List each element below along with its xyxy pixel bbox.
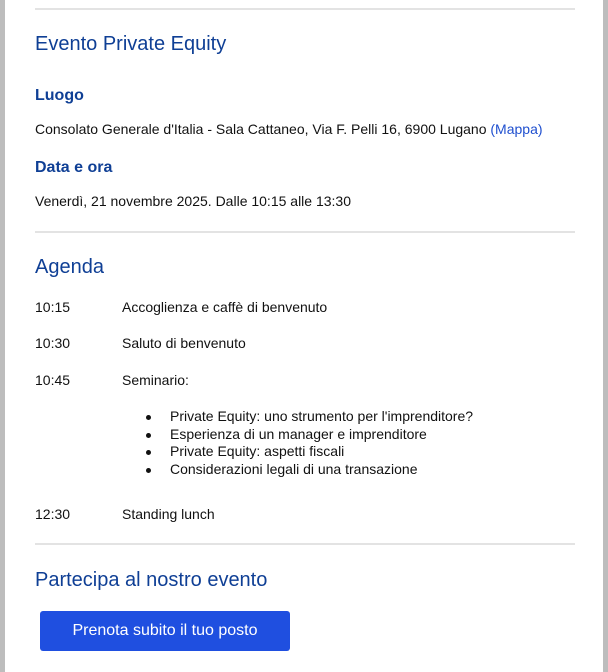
seminar-topic: Private Equity: aspetti fiscali — [122, 443, 473, 461]
participate-title: Partecipa al nostro evento — [35, 569, 268, 591]
agenda-activity: Saluto di benvenuto — [122, 335, 246, 351]
agenda-title: Agenda — [35, 256, 104, 278]
agenda-time: 10:45 — [35, 372, 71, 388]
agenda-activity: Accoglienza e caffè di benvenuto — [122, 299, 328, 315]
map-link[interactable]: (Mappa) — [490, 121, 543, 137]
agenda-activity: Seminario: — [122, 372, 189, 388]
seminar-topic: Considerazioni legali di una transazione — [122, 461, 473, 479]
event-title: Evento Private Equity — [35, 33, 227, 55]
bullet-icon — [146, 450, 151, 455]
bullet-icon — [146, 468, 151, 473]
location-text: Consolato Generale d'Italia - Sala Cattaneo, Via F. Pelli 16, 6900 Lugano — [35, 121, 487, 137]
datetime-text: Venerdì, 21 novembre 2025. Dalle 10:15 alle 13:30 — [35, 193, 352, 209]
email-card — [5, 0, 603, 672]
agenda-time: 10:30 — [35, 335, 71, 351]
middle-divider — [35, 231, 575, 233]
location-heading: Luogo — [35, 87, 84, 104]
bullet-icon — [146, 415, 151, 420]
location-line — [35, 121, 543, 137]
bottom-divider — [35, 543, 575, 545]
agenda-time: 12:30 — [35, 506, 71, 522]
bullet-icon — [146, 433, 151, 438]
datetime-heading: Data e ora — [35, 159, 113, 176]
agenda-activity: Standing lunch — [122, 506, 215, 522]
book-seat-button[interactable]: Prenota subito il tuo posto — [40, 611, 290, 651]
agenda-time: 10:15 — [35, 299, 71, 315]
top-divider — [35, 8, 575, 10]
seminar-topic-list — [122, 408, 473, 478]
seminar-topic: Esperienza di un manager e imprenditore — [122, 426, 473, 444]
seminar-topic: Private Equity: uno strumento per l'imprenditore? — [122, 408, 473, 426]
